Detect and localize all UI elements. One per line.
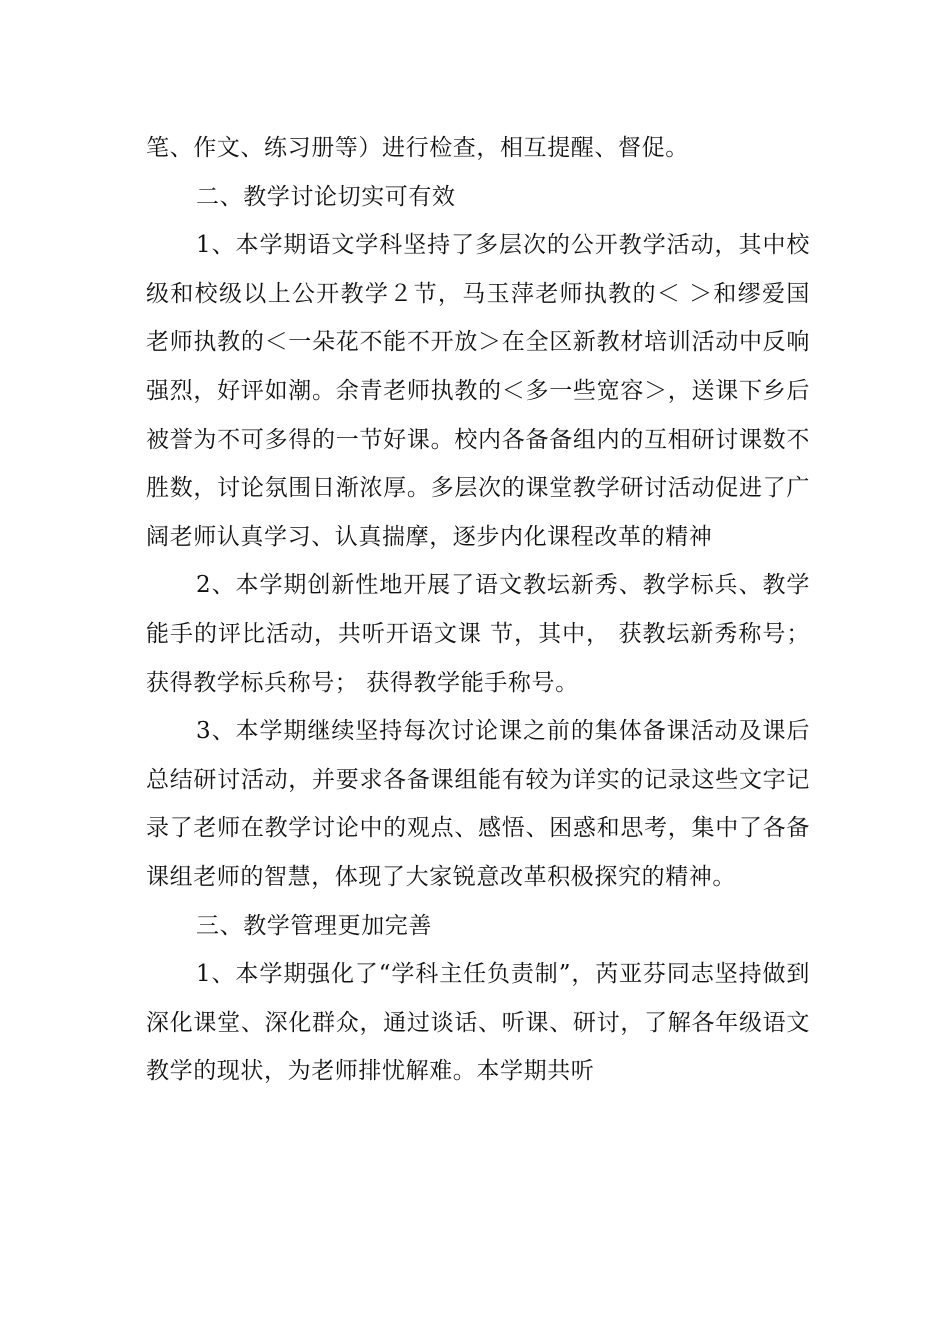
paragraph-collective-lesson-prep: 3、本学期继续坚持每次讨论课之前的集体备课活动及课后总结研讨活动，并要求各备课组能有较为详实的记录这些文字记录了老师在教学讨论中的观点、感悟、困惑和思考，集中了各备课组老师的智慧，体现了大家锐意改革积极探究的精神。 <box>146 718 810 890</box>
section-heading-teaching-management: 三、教学管理更加完善 <box>196 912 432 939</box>
paragraph-subject-director: 1、本学期强化了“学科主任负责制”，芮亚芬同志坚持做到深化课堂、深化群众，通过谈话、听课、研讨，了解各年级语文教学的现状，为老师排忧解难。本学期共听 <box>146 961 810 1085</box>
section-heading-teaching-discussion: 二、教学讨论切实可有效 <box>196 183 456 210</box>
document-body <box>146 124 810 1096</box>
paragraph-evaluation-activity: 2、本学期创新性地开展了语文教坛新秀、教学标兵、教学能手的评比活动，共听开语文课 节，其中， 获教坛新秀称号； 获得教学标兵称号； 获得教学能手称号。 <box>146 572 810 696</box>
paragraph-public-teaching: 1、本学期语文学科坚持了多层次的公开教学活动，其中校级和校级以上公开教学２节，马玉萍老师执教的＜ ＞和缪爱国老师执教的＜一朵花不能不开放＞在全区新教材培训活动中反响强烈，好评如潮。余青老师执教的＜多一些宽容＞，送课下乡后被誉为不可多得的一节好课。校内各备备组内的互相研讨课数不胜数，讨论氛围日渐浓厚。多层次的课堂教学研讨活动促进了广阔老师认真学习、认真揣摩，逐步内化课程改革的精神 <box>146 232 810 550</box>
paragraph-continuation: 笔、作文、练习册等）进行检查，相互提醒、督促。 <box>146 135 689 161</box>
